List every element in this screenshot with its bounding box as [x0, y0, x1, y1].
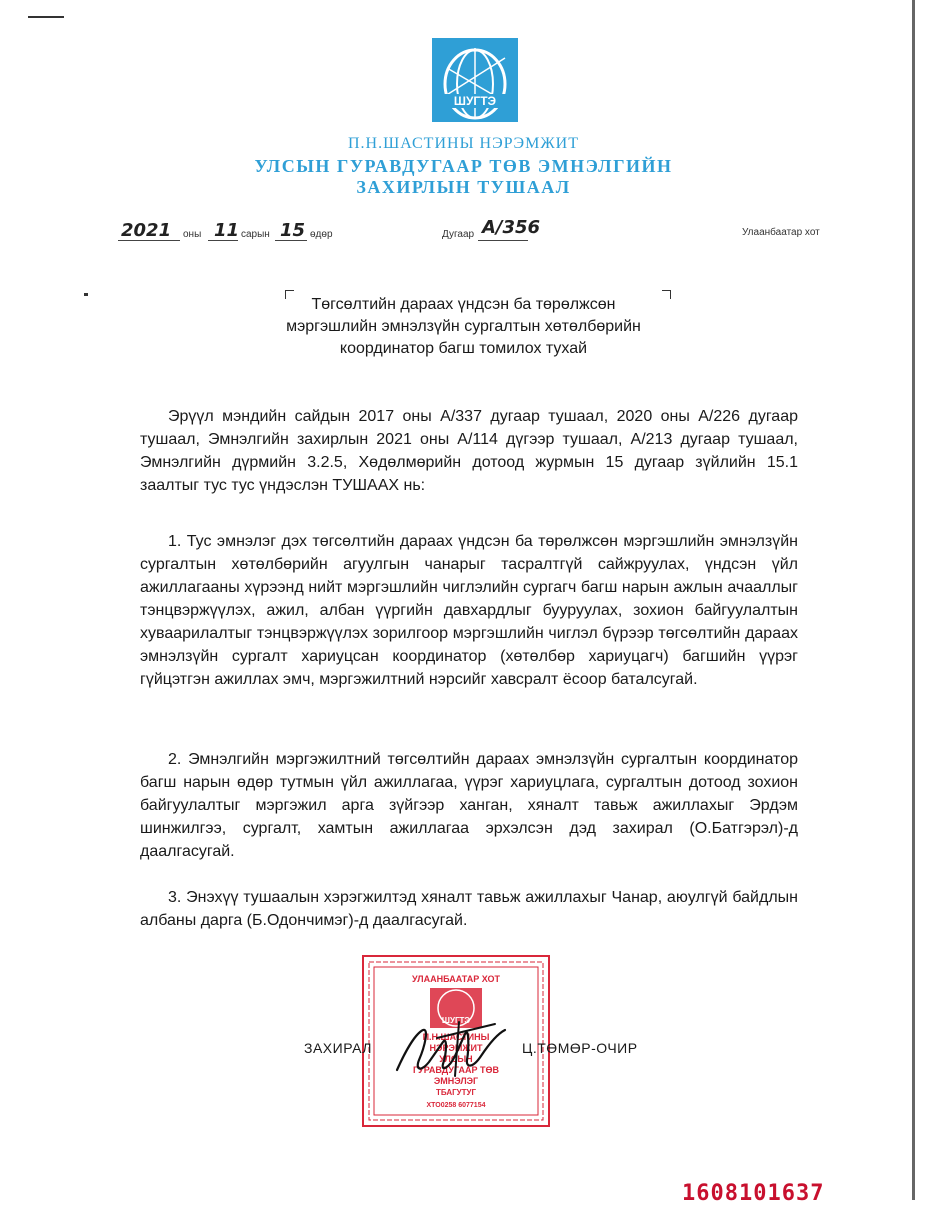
city-label: Улаанбаатар хот: [742, 227, 820, 238]
subject-line-1: Төгсөлтийн дараах үндсэн ба төрөлжсөн: [311, 296, 616, 313]
director-title: ЗАХИРАЛ: [304, 1040, 372, 1056]
header-line-2: УЛСЫН ГУРАВДУГААР ТӨВ ЭМНЭЛГИЙН: [254, 156, 673, 176]
order-year: 2021: [121, 220, 172, 241]
order-number: А/356: [482, 217, 541, 238]
order-item-1: 1. Тус эмнэлэг дэх төгсөлтийн дараах үндсэн ба төрөлжсөн мэргэшлийн эмнэлзүйн сургалтын хөтөлбөрийн агуулгын чанарыг тасралтгүй сайжруулах, үндсэн үйл ажиллагааны хүрээнд нийт мэргэшлийн чиглэлийн сургагч багш нарын ажлын ачааллыг тэнцвэржүүлэх, ажил, албан үүргийн давхардлыг бууруулах, зохион байгуулалтын хуваарилалтыг тэнцвэржүүлэх зорилгоор мэргэшлийн чиглэл бүрээр төгсөлтийн дараах эмнэлзүйн сургалт хариуцсан координатор (хөтөлбөр хариуцагч) багшийн үүрэг гүйцэтгэн ажиллах эмч, мэргэжилтний нэрсийг хавсралт ёсоор баталсугай.: [140, 533, 798, 688]
stamp-top: УЛААНБААТАР ХОТ: [412, 974, 500, 984]
number-label: Дугаар: [442, 229, 475, 240]
order-item-3: 3. Энэхүү тушаалын хэрэгжилтэд хяналт тавьж ажиллахыг Чанар, аюулгүй байдлын албаны дарга (Б.Одончимэг)-д даалгасугай.: [140, 889, 798, 929]
subject-line-2: мэргэшлийн эмнэлзүйн сургалтын хөтөлбөрийн: [286, 318, 641, 335]
stamp-line-4: ГУРАВДУГААР ТӨВ: [413, 1065, 499, 1075]
order-day: 15: [280, 220, 306, 241]
stamp-line-3: УЛСЫН: [439, 1054, 473, 1064]
year-underline: [118, 240, 180, 241]
order-month: 11: [214, 220, 240, 241]
header-line-3: ЗАХИРЛЫН ТУШААЛ: [356, 177, 571, 197]
scan-mark-top-left: [28, 16, 64, 18]
stamp-line-5: ЭМНЭЛЭГ: [433, 1076, 479, 1086]
director-signature: [385, 1012, 515, 1082]
stamp-line-7: ХТО0258 6077154: [426, 1102, 486, 1109]
year-label: оны: [183, 229, 202, 240]
logo-text: ШУГТЭ: [453, 94, 497, 108]
order-subject: [0, 294, 927, 360]
header-line-1: П.Н.ШАСТИНЫ НЭРЭМЖИТ: [348, 135, 579, 152]
number-underline: [478, 240, 528, 241]
stamp-line-1: П.Н.ШАСТИНЫ: [422, 1032, 490, 1042]
order-item-2: 2. Эмнэлгийн мэргэжилтний төгсөлтийн дараах эмнэлзүйн сургалтын координатор багш нарын өдөр тутмын үйл ажиллагаа, үүрэг хариуцлага, сургалтын дотоод зохион байгуулалтыг мэргэжил арга зүйгээр ханган, хяналт тавьж ажиллахыг Эрдэм шинжилгээ, сургалт, хамтын ажиллагаа эрхэлсэн дэд захирал (О.Батгэрэл)-д даалгасугай.: [140, 751, 798, 860]
document-serial-number: 1608101637: [682, 1181, 825, 1206]
intro-paragraph: Эрүүл мэндийн сайдын 2017 оны А/337 дугаар тушаал, 2020 оны А/226 дугаар тушаал, Эмнэлгийн захирлын 2021 оны А/114 дүгээр тушаал, А/213 дугаар тушаал, Эмнэлгийн дүрмийн 3.2.5, Хөдөлмөрийн дотоод журмын 15 дугаар зүйлийн 15.1 заалтыг тус тус үндэслэн ТУШААХ нь:: [140, 408, 798, 494]
day-label: өдөр: [310, 229, 333, 240]
stamp-line-2: НЭРЭМЖИТ: [429, 1043, 483, 1053]
director-name: Ц.ТӨМӨР-ОЧИР: [522, 1040, 638, 1056]
day-underline: [275, 240, 307, 241]
month-label: сарын: [241, 229, 270, 240]
stamp-line-6: ТБАГУТУГ: [435, 1088, 477, 1097]
month-underline: [208, 240, 238, 241]
hospital-logo: [432, 38, 518, 122]
subject-line-3: координатор багш томилох тухай: [339, 340, 588, 357]
stamp-logo-text: ШУГТЭ: [441, 1016, 471, 1025]
